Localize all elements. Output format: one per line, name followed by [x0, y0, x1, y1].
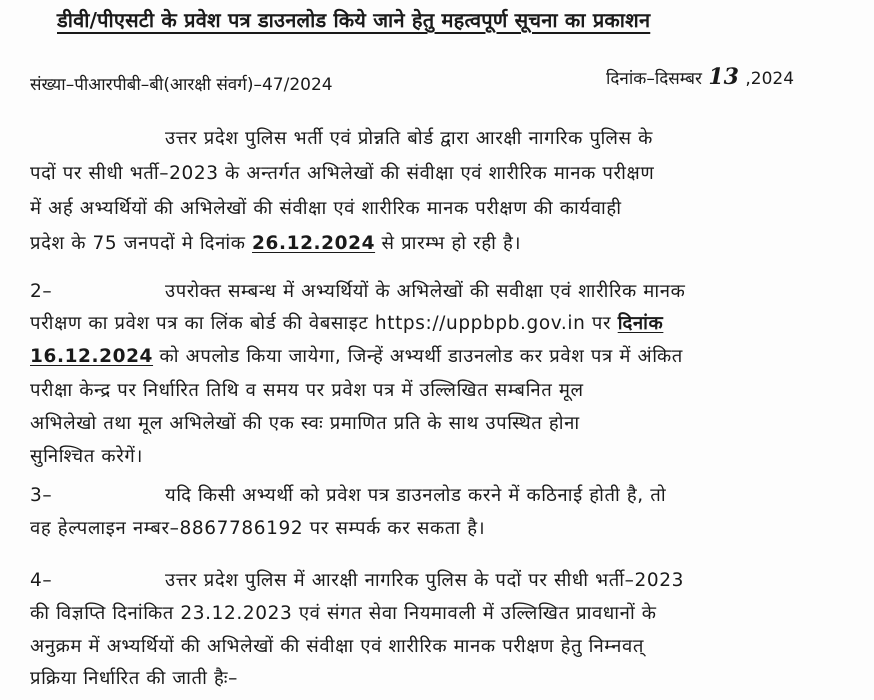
para1-line3: में अर्ह अभ्यर्थियों की अभिलेखों की संवीक्षा एवं शारीरिक मानक परीक्षण की कार्यवाही — [30, 198, 622, 219]
para4-number: 4– — [30, 570, 53, 591]
notice-date — [606, 64, 794, 90]
para4-line1: 4– उत्तर प्रदेश पुलिस में आरक्षी नागरिक पुलिस के पदों पर सीधी भर्ती–2023 — [30, 570, 684, 591]
start-date: 26.12.2024 — [252, 233, 376, 254]
para3-line2: वह हेल्पलाइन नम्बर–8867786192 पर सम्पर्क कर सकता है। — [30, 518, 486, 539]
para2-line3: 16.12.2024 को अपलोड किया जायेगा, जिन्हें अभ्यर्थी डाउनलोड कर प्रवेश पत्र में अंकित — [30, 346, 683, 367]
para1-line2: पदों पर सीधी भर्ती–2023 के अन्तर्गत अभिलेखों की संवीक्षा एवं शारीरिक मानक परीक्षण — [30, 163, 655, 184]
para2-line6: सुनिश्चित करेगें। — [30, 446, 143, 467]
upload-date: 16.12.2024 — [30, 346, 154, 367]
date-prefix: दिनांक–दिसम्बर — [606, 69, 702, 89]
para4-line4: प्रक्रिया निर्धारित की जाती हैः– — [30, 668, 238, 689]
para4-line2: की विज्ञप्ति दिनांकित 23.12.2023 एवं संगत सेवा नियमावली में उल्लिखित प्रावधानों के — [30, 603, 657, 624]
para2-number: 2– — [30, 281, 53, 302]
para1-line4: प्रदेश के 75 जनपदों मे दिनांक 26.12.2024 से प्रारम्भ हो रही है। — [30, 233, 522, 254]
para1-line1: उत्तर प्रदेश पुलिस भर्ती एवं प्रोन्नति बोर्ड द्वारा आरक्षी नागरिक पुलिस के — [165, 128, 653, 149]
date-day-handwritten: 13 — [708, 64, 739, 90]
para2-line4: परीक्षा केन्द्र पर निर्धारित तिथि व समय पर प्रवेश पत्र में उल्लिखित सम्बनित मूल — [30, 380, 584, 401]
date-suffix: ,2024 — [745, 69, 795, 89]
reference-number: संख्या–पीआरपीबी–बी(आरक्षी संवर्ग)–47/2024 — [30, 75, 333, 95]
para2-line1: 2– उपरोक्त सम्बन्ध में अभ्यर्थियों के अभिलेखों की सवीक्षा एवं शारीरिक मानक — [30, 281, 686, 302]
para2-line5: अभिलेखो तथा मूल अभिलेखों की एक स्वः प्रमाणित प्रति के साथ उपस्थित होना — [30, 413, 580, 434]
para4-line3: अनुक्रम में अभ्यर्थियों की अभिलेखों की संवीक्षा एवं शारीरिक मानक परीक्षण हेतु निम्नवत् — [30, 636, 645, 657]
notice-title: डीवी/पीएसटी के प्रवेश पत्र डाउनलोड किये जाने हेतु महत्वपूर्ण सूचना का प्रकाशन — [57, 8, 651, 32]
para2-line2: परीक्षण का प्रवेश पत्र का लिंक बोर्ड की वेबसाइट https://uppbpb.gov.in पर दिनांक — [30, 313, 664, 334]
para3-line1: 3– यदि किसी अभ्यर्थी को प्रवेश पत्र डाउनलोड करने में कठिनाई होती है, तो — [30, 485, 667, 506]
para3-number: 3– — [30, 485, 53, 506]
